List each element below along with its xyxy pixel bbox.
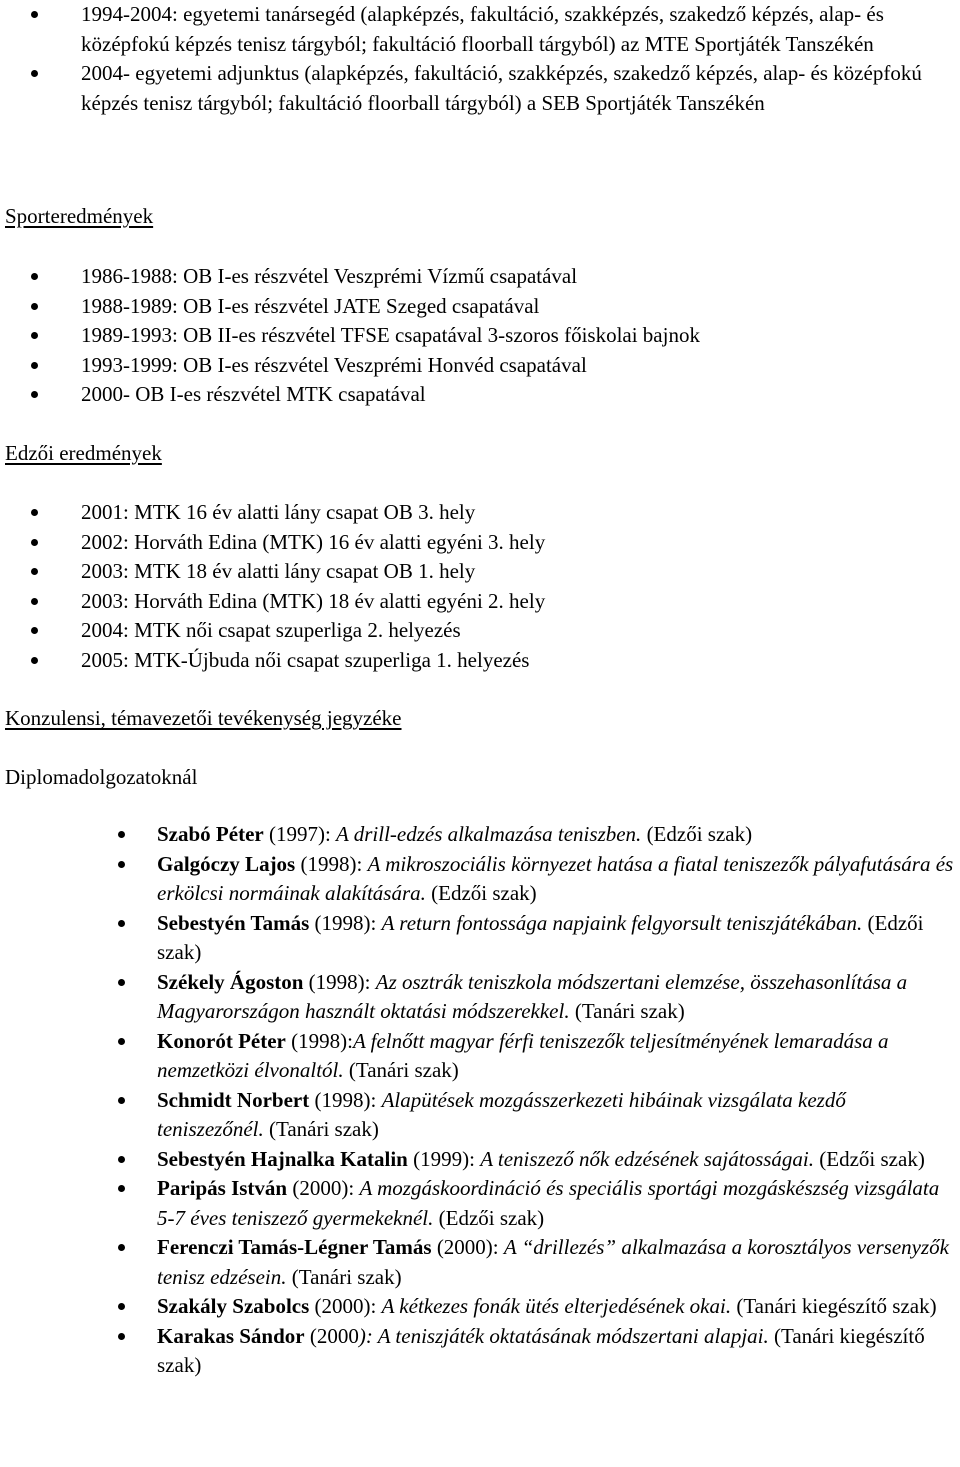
diploma-subheading: Diplomadolgozatoknál [5,765,198,789]
program-note: (Edzői szak) [814,1146,925,1171]
program-note: (Edzői szak) [641,822,753,846]
student-name: Sebestyén Hajnalka Katalin [157,1146,408,1171]
bullet-icon [118,920,125,927]
list-item-text: 2000- OB I-es részvétel MTK csapatával [81,382,426,406]
list-item [0,1145,960,1175]
thesis-title: Az osztrák teniszkola módszertani elemzése, összehasonlítása a Magyarországon használt oktatási módszerekkel. [157,969,908,1023]
list-item-text: 2004: MTK női csapat szuperliga 2. helyezés [81,618,461,642]
student-name: Paripás István [157,1176,288,1200]
program-note: (Tanári kiegészítő szak) [731,1294,937,1318]
list-item [0,1233,960,1292]
bullet-icon [31,273,38,280]
list-item [0,646,960,676]
year: (2000): [287,1176,360,1200]
bullet-icon [118,1156,125,1163]
list-item [0,820,960,850]
bullet-icon [118,979,125,986]
bullet-icon [31,332,38,339]
thesis-title: A teniszező nők edzésének sajátosságai. [480,1146,815,1171]
list-item [0,292,960,322]
bullet-icon [31,657,38,664]
student-name: Ferenczi Tamás-Légner Tamás [157,1235,432,1259]
list-item [0,557,960,587]
list-item [0,1292,960,1322]
list-item [0,909,960,968]
program-note: (Tanári szak) [263,1117,379,1141]
year: (1998): [309,910,382,935]
thesis-title: A drill-edzés alkalmazása teniszben. [336,822,642,846]
student-name: Konorót Péter [157,1028,286,1053]
list-item [0,587,960,617]
sport-results-heading: Sporteredmények [5,204,154,228]
year: (1998): [303,969,376,994]
list-item-text: 2003: Horváth Edina (MTK) 18 év alatti egyéni 2. hely [81,588,546,613]
student-name: Schmidt Norbert [157,1087,310,1112]
list-item-text: 1993-1999: OB I-es részvétel Veszprémi Honvéd csapatával [81,352,587,377]
program-note: (Edzői szak) [425,881,537,905]
bullet-icon [31,11,38,18]
list-item [0,59,960,118]
student-name: Szakály Szabolcs [157,1294,310,1318]
list-item [0,968,960,1027]
thesis-title: ): A teniszjáték oktatásának módszertani alapjai. [358,1323,769,1348]
list-item [0,0,960,59]
coach-results-heading: Edzői eredmények [5,441,162,465]
year: (2000): [431,1235,504,1259]
thesis-title: A felnőtt magyar férfi teniszezők teljesítményének lemaradása a nemzetközi élvonaltól. [157,1028,889,1082]
list-item-text: 1986-1988: OB I-es részvétel Veszprémi Vízmű csapatával [81,264,578,288]
thesis-title: A return fontossága napjaink felgyorsult teniszjátékában. [381,910,863,935]
bullet-icon [118,1333,125,1340]
bullet-icon [31,303,38,310]
list-item [0,1027,960,1086]
bullet-icon [118,831,125,838]
thesis-title: A mozgáskoordináció és speciális sportági mozgáskészség vizsgálata 5-7 éves teniszező gyermekeknél. [157,1176,940,1230]
year: (1998): [285,1028,353,1053]
program-note: (Edzői szak) [157,910,924,964]
year: (2000 [304,1323,359,1348]
sport-results-list [0,262,960,410]
student-name: Sebestyén Tamás [157,910,310,935]
bullet-icon [31,627,38,634]
bullet-icon [31,509,38,516]
thesis-title: A kétkezes fonák ütés elterjedésének okai. [381,1294,732,1318]
program-note: (Tanári kiegészítő szak) [157,1323,925,1377]
bullet-icon [118,1244,125,1251]
bullet-icon [118,861,125,868]
bullet-icon [31,598,38,605]
list-item [0,262,960,292]
list-item [0,616,960,646]
bullet-icon [31,539,38,546]
year: (1998): [309,1087,382,1112]
student-name: Karakas Sándor [157,1323,305,1348]
employment-list [0,0,960,118]
list-item [0,380,960,410]
student-name: Székely Ágoston [157,969,304,994]
program-note: (Tanári szak) [286,1264,402,1289]
list-item-text: 1994-2004: egyetemi tanársegéd (alapképzés, fakultáció, szakképzés, szakedző képzés, alap- és középfokú képzés tenisz tárgyból; fakultáció floorball tárgyból) az MTE Sportjáték Tanszékén [81,2,884,56]
year: (2000): [309,1294,382,1318]
program-note: (Tanári szak) [569,999,685,1023]
coach-results-list [0,498,960,675]
list-item [0,498,960,528]
supervision-heading: Konzulensi, témavezetői tevékenység jegyzéke [5,706,402,730]
list-item-text: 2001: MTK 16 év alatti lány csapat OB 3. hely [81,500,476,524]
list-item [0,528,960,558]
bullet-icon [118,1097,125,1104]
list-item [0,321,960,351]
student-name: Galgóczy Lajos [157,851,296,876]
list-item-text: 2005: MTK-Újbuda női csapat szuperliga 1. helyezés [81,647,530,672]
bullet-icon [118,1038,125,1045]
list-item [0,850,960,909]
list-item [0,1174,960,1233]
year: (1998): [295,851,368,876]
list-item-text: 1988-1989: OB I-es részvétel JATE Szeged csapatával [81,293,540,318]
year: (1997): [263,822,337,846]
bullet-icon [31,568,38,575]
year: (1999): [407,1146,481,1171]
list-item-text: 1989-1993: OB II-es részvétel TFSE csapatával 3-szoros főiskolai bajnok [81,323,700,347]
program-note: (Tanári szak) [343,1058,459,1082]
bullet-icon [31,362,38,369]
thesis-title: Alapütések mozgásszerkezeti hibáinak vizsgálata kezdő teniszezőnél. [157,1087,846,1141]
program-note: (Edzői szak) [433,1205,545,1230]
list-item-text: 2002: Horváth Edina (MTK) 16 év alatti egyéni 3. hely [81,529,546,554]
bullet-icon [118,1185,125,1192]
list-item-text: 2003: MTK 18 év alatti lány csapat OB 1. hely [81,559,476,583]
thesis-title: A “drillezés” alkalmazása a korosztályos versenyzők tenisz edzésein. [157,1235,949,1289]
bullet-icon [31,70,38,77]
student-name: Szabó Péter [157,822,264,846]
list-item [0,1086,960,1145]
thesis-title: A mikroszociális környezet hatása a fiatal teniszezők pályafutására és erkölcsi normáinak alakítására. [157,851,954,905]
list-item [0,1322,960,1381]
list-item [0,351,960,381]
bullet-icon [118,1303,125,1310]
diploma-list [0,820,960,1381]
bullet-icon [31,391,38,398]
list-item-text: 2004- egyetemi adjunktus (alapképzés, fakultáció, szakképzés, szakedző képzés, alap- és középfokú képzés tenisz tárgyból; fakultáció floorball tárgyból) a SEB Sportjáték Tanszékén [81,61,922,115]
